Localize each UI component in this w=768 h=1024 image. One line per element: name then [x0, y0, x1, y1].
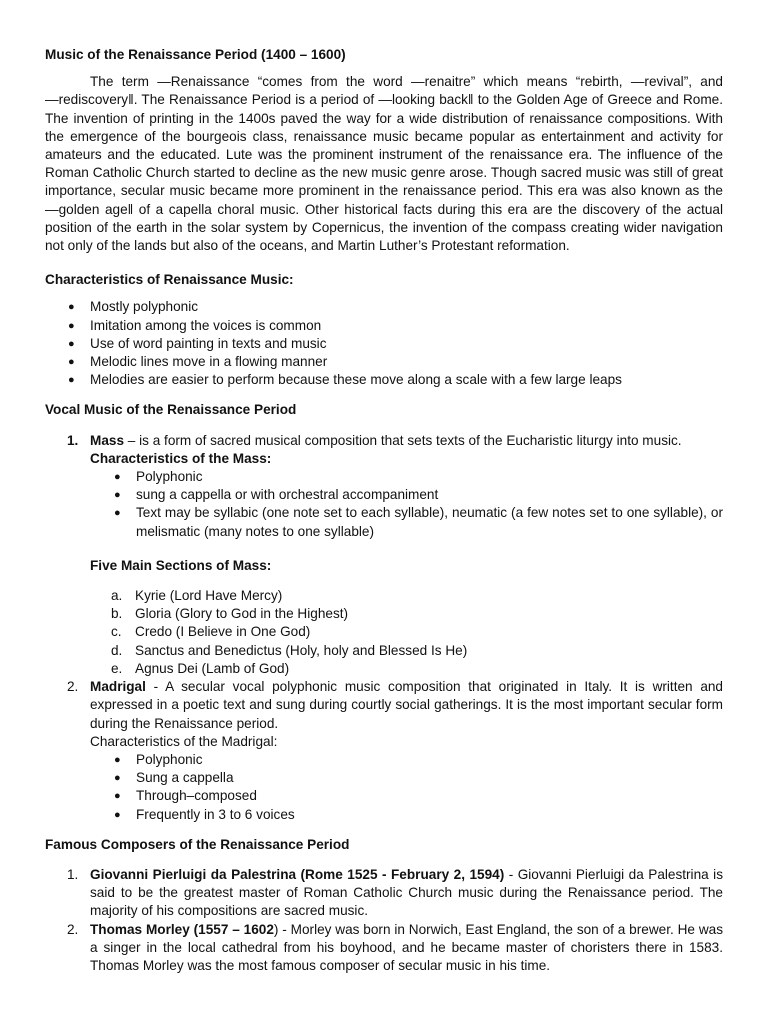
list-item: c. Credo (I Believe in One God): [111, 624, 311, 640]
characteristics-list: [45, 298, 723, 389]
list-item: ● Polyphonic: [136, 751, 723, 769]
mass-item: [45, 432, 723, 468]
madrigal-number: 2.: [67, 679, 79, 695]
list-item: ● Sung a cappella: [136, 769, 723, 787]
madrigal-characteristics-heading: Characteristics of the Madrigal:: [90, 733, 278, 749]
list-item: ● Text may be syllabic (one note set to each syllable), neumatic (a few notes set to one syllable), or melismatic (many notes to one syllable): [114, 505, 723, 539]
bullet-icon: ●: [68, 337, 75, 350]
bullet-icon: ●: [114, 790, 121, 803]
mass-number: 1.: [67, 432, 79, 448]
characteristics-heading: Characteristics of Renaissance Music:: [45, 272, 294, 288]
intro-paragraph: The term ―Renaissance “comes from the word ―renaitre” which means “rebirth, ―revival”, and ―rediscovery‖. The Renaissance Period is a period of ―looking back‖ to the Golden Age of Greece and Rome. The invention of printing in the 1400s paved the way for a wide distribution of renaissance compositions. With the emergence of the bourgeois class, renaissance music became popular as entertainment and activity for amateurs and the educated. Lute was the prominent instrument of the renaissance era. The influence of the Roman Catholic Church started to decline as the new music genre arose. Though sacred music was still of great importance, secular music became more prominent in the renaissance period. This era was also known as the ―golden age‖ of a capella choral music. Other historical facts during this era are the discovery of the actual position of the earth in the solar system by Copernicus, the invention of the compass creating wider navigation not only of the lands but also of the oceans, and Martin Luther’s Protestant reformation.: [45, 74, 723, 254]
madrigal-characteristics-list: [45, 751, 723, 824]
vocal-music-heading: Vocal Music of the Renaissance Period: [45, 402, 297, 418]
list-item: ● Polyphonic: [136, 468, 723, 486]
list-item: d. Sanctus and Benedictus (Holy, holy and Blessed Is He): [111, 642, 468, 658]
composer-number: 2.: [67, 921, 79, 937]
bullet-icon: ●: [114, 471, 121, 484]
madrigal-description: Madrigal - A secular vocal polyphonic music composition that originated in Italy. It is written and expressed in a poetic text and sung during courtly social gatherings. It is the most important secular form during the Renaissance period.: [90, 679, 723, 731]
list-item: ● Frequently in 3 to 6 voices: [136, 806, 723, 824]
composer-item: [45, 921, 723, 976]
composer-item: [45, 866, 723, 921]
list-item: e. Agnus Dei (Lamb of God): [111, 660, 290, 676]
list-item: ● Melodies are easier to perform because these move along a scale with a few large leaps: [90, 371, 723, 389]
bullet-icon: ●: [114, 507, 121, 520]
mass-characteristics-list: [45, 468, 723, 541]
madrigal-item: [45, 678, 723, 751]
mass-description: Mass – is a form of sacred musical composition that sets texts of the Eucharistic liturgy into music.: [90, 432, 682, 448]
list-item: ● sung a cappella or with orchestral accompaniment: [136, 486, 723, 504]
bullet-icon: ●: [68, 301, 75, 314]
list-item: a. Kyrie (Lord Have Mercy): [111, 588, 283, 604]
bullet-icon: ●: [114, 489, 121, 502]
mass-sections-heading: Five Main Sections of Mass:: [90, 557, 272, 573]
list-item: ● Melodic lines move in a flowing manner: [90, 353, 723, 371]
mass-characteristics-heading: Characteristics of the Mass:: [90, 450, 272, 466]
bullet-icon: ●: [114, 753, 121, 766]
list-item: ● Use of word painting in texts and music: [90, 335, 723, 353]
bullet-icon: ●: [68, 319, 75, 332]
list-item: ● Imitation among the voices is common: [90, 317, 723, 335]
list-item: b. Gloria (Glory to God in the Highest): [111, 606, 349, 622]
bullet-icon: ●: [114, 772, 121, 785]
composer-number: 1.: [67, 866, 79, 882]
page-title: Music of the Renaissance Period (1400 – 1600): [45, 47, 346, 62]
composer-description: Giovanni Pierluigi da Palestrina (Rome 1525 - February 2, 1594) - Giovanni Pierluigi da Palestrina is said to be the greatest master of Roman Catholic Church music during the Renaissance period. The majority of his compositions are sacred music.: [90, 866, 723, 919]
mass-sections-list: [45, 587, 723, 678]
composers-heading: Famous Composers of the Renaissance Period: [45, 836, 350, 852]
bullet-icon: ●: [68, 374, 75, 387]
composer-description: Thomas Morley (1557 – 1602) - Morley was born in Norwich, East England, the son of a brewer. He was a singer in the local cathedral from his boyhood, and he became master of choristers there in 1583. Thomas Morley was the most famous composer of secular music in his time.: [90, 921, 724, 973]
list-item: ● Mostly polyphonic: [90, 298, 723, 316]
bullet-icon: ●: [114, 808, 121, 821]
list-item: ● Through–composed: [136, 787, 723, 805]
bullet-icon: ●: [68, 356, 75, 369]
